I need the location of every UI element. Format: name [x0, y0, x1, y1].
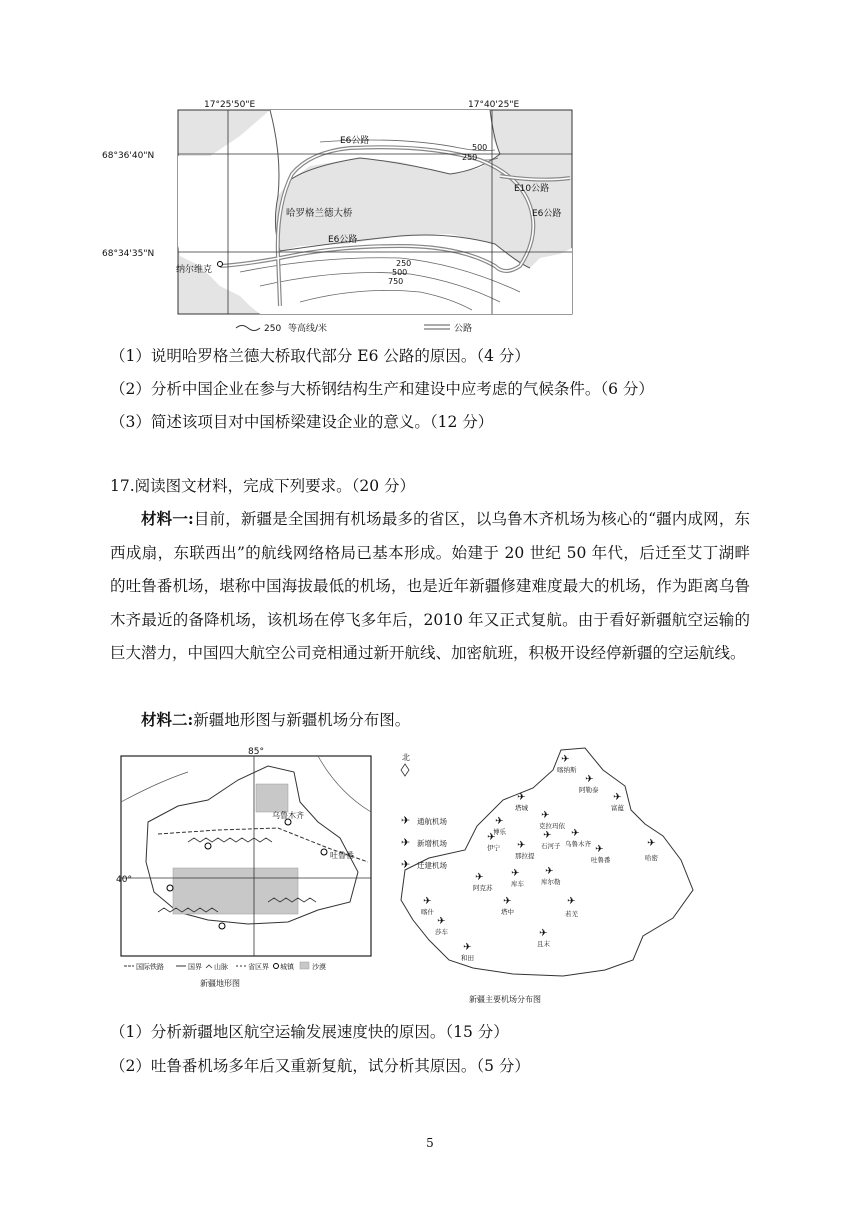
- q16-sub1: （1）说明哈罗格兰德大桥取代部分 E6 公路的原因。（4 分）: [110, 347, 530, 365]
- svg-text:喀什: 喀什: [421, 908, 434, 916]
- svg-text:克拉玛依: 克拉玛依: [539, 822, 565, 830]
- svg-text:✈: ✈: [511, 868, 520, 879]
- legend-rail: 国际铁路: [136, 963, 164, 971]
- lon-left-label: 17°25'50"E: [204, 100, 256, 110]
- svg-text:富蕴: 富蕴: [611, 804, 624, 812]
- svg-text:乌鲁木齐: 乌鲁木齐: [565, 840, 591, 848]
- svg-text:石河子: 石河子: [541, 842, 561, 850]
- airport-map-caption: 新疆主要机场分布图: [469, 995, 541, 1004]
- svg-text:✈: ✈: [423, 896, 432, 907]
- legend-new: 新增机场: [417, 839, 447, 848]
- north-arrow-icon: [401, 764, 409, 776]
- svg-text:莎车: 莎车: [435, 928, 448, 936]
- svg-text:✈: ✈: [543, 830, 552, 841]
- svg-text:塔中: 塔中: [501, 908, 514, 916]
- svg-text:✈: ✈: [487, 832, 496, 843]
- e6-top-label: E6公路: [340, 136, 370, 146]
- svg-text:✈: ✈: [475, 872, 484, 883]
- contour-250-bot: 250: [396, 259, 412, 268]
- svg-text:伊宁: 伊宁: [487, 844, 500, 852]
- material-one-label: 材料一:: [141, 509, 194, 528]
- svg-text:✈: ✈: [517, 840, 526, 851]
- gurbantunggut-desert: [256, 784, 288, 812]
- material-two: [110, 703, 750, 738]
- lat-40-label: 40°: [116, 875, 132, 885]
- material-one-text: 目前，新疆是全国拥有机场最多的省区，以乌鲁木齐机场为核心的“疆内成网，东西成扇，东联西出”的航线网络格局已基本形成。始建于 20 世纪 50 年代，后迁至艾丁湖畔的吐鲁番机场，堪称中国海拔最低的机场，也是近年新疆修建难度最大的机场，作为距离乌鲁木齐最近的备降机场，该机场在停飞多年后，2010 年又正式复航。由于看好新疆航空运输的巨大潜力，中国四大航空公司竞相通过新开航线、加密航班，积极开设经停新疆的空运航线。: [110, 510, 750, 662]
- airport-relocated-icon: ✈: [401, 858, 411, 871]
- xinjiang-terrain-map: [118, 742, 376, 992]
- q17-sub1: （1）分析新疆地区航空运输发展速度快的原因。（15 分）: [110, 1023, 509, 1041]
- svg-text:那拉提: 那拉提: [515, 852, 535, 860]
- e6-mid-label: E6公路: [328, 235, 358, 245]
- svg-text:阿勒泰: 阿勒泰: [579, 786, 599, 794]
- contour-legend-symbol: [236, 326, 260, 331]
- legend-road-text: 公路: [454, 324, 473, 334]
- svg-text:哈密: 哈密: [645, 854, 658, 862]
- xinjiang-airport-map: [393, 740, 699, 1006]
- svg-text:阿克苏: 阿克苏: [473, 884, 493, 892]
- svg-text:北: 北: [402, 753, 410, 762]
- lat-top-label: 68°36'40"N: [102, 151, 155, 161]
- material-two-text: 新疆地形图与新疆机场分布图。: [193, 711, 411, 729]
- legend-city: 城镇: [280, 963, 294, 971]
- svg-text:✈: ✈: [495, 816, 504, 827]
- contour-250-top: 250: [462, 153, 478, 162]
- svg-text:✈: ✈: [647, 838, 656, 849]
- airport-open-icon: ✈: [401, 814, 411, 827]
- q17-sub2: （2）吐鲁番机场多年后又重新复航，试分析其原因。（5 分）: [110, 1057, 530, 1075]
- svg-text:✈: ✈: [541, 810, 550, 821]
- legend-open: 通航机场: [417, 817, 447, 826]
- svg-text:✈: ✈: [545, 866, 554, 877]
- svg-text:✈: ✈: [463, 942, 472, 953]
- urumqi-label: 乌鲁木齐: [272, 811, 304, 820]
- e10-label: E10公路: [514, 184, 550, 194]
- q16-sub3: （3）简述该项目对中国桥梁建设企业的意义。（12 分）: [110, 413, 494, 431]
- legend-province: 省区界: [248, 963, 269, 971]
- airport-new-icon: ✈: [401, 836, 411, 849]
- svg-text:和田: 和田: [461, 954, 474, 962]
- legend-contour-text: 等高线/米: [288, 324, 328, 334]
- svg-text:✈: ✈: [595, 844, 604, 855]
- svg-text:若羌: 若羌: [565, 910, 578, 918]
- lat-bottom-label: 68°34'35"N: [102, 249, 155, 259]
- e6-right-label: E6公路: [532, 209, 562, 219]
- svg-text:✈: ✈: [503, 896, 512, 907]
- q16-sub2: （2）分析中国企业在参与大桥钢结构生产和建设中应考虑的气候条件。（6 分）: [110, 380, 654, 398]
- svg-text:吐鲁番: 吐鲁番: [591, 856, 611, 864]
- narvik-label: 纳尔维克: [176, 265, 213, 275]
- legend-mountain: 山脉: [214, 963, 228, 971]
- svg-text:博乐: 博乐: [493, 828, 506, 836]
- contour-500-bot: 500: [392, 268, 408, 277]
- svg-text:✈: ✈: [561, 754, 570, 765]
- contour-500-top: 500: [472, 143, 488, 152]
- material-one: [110, 502, 750, 671]
- terrain-map-caption: 新疆地形图: [200, 979, 240, 988]
- svg-text:塔城: 塔城: [515, 804, 528, 812]
- svg-text:喀纳斯: 喀纳斯: [557, 766, 577, 774]
- harolgaland-bridge-map: [100, 96, 580, 336]
- contour-750-bot: 750: [388, 277, 404, 286]
- legend-desert: 沙漠: [312, 963, 326, 971]
- svg-text:✈: ✈: [571, 828, 580, 839]
- lon-right-label: 17°40'25"E: [468, 100, 520, 110]
- svg-text:库车: 库车: [511, 880, 524, 888]
- q17-title: 17.阅读图文材料，完成下列要求。（20 分）: [110, 477, 416, 495]
- bridge-label: 哈罗格兰德大桥: [286, 208, 353, 219]
- material-two-label: 材料二:: [141, 710, 194, 729]
- svg-text:✈: ✈: [437, 916, 446, 927]
- legend-building: 迁建机场: [417, 861, 447, 870]
- svg-text:✈: ✈: [567, 896, 576, 907]
- svg-text:✈: ✈: [613, 792, 622, 803]
- page-number: 5: [426, 1136, 434, 1150]
- svg-text:✈: ✈: [539, 928, 548, 939]
- svg-text:✈: ✈: [517, 792, 526, 803]
- svg-text:✈: ✈: [585, 774, 594, 785]
- legend-border: 国界: [188, 963, 202, 971]
- svg-text:且末: 且末: [537, 940, 550, 948]
- svg-text:库尔勒: 库尔勒: [541, 878, 561, 886]
- taklimakan-desert: [173, 868, 298, 914]
- lon-85-label: 85°: [248, 747, 264, 757]
- turpan-label: 吐鲁番: [330, 851, 354, 860]
- legend-contour-value: 250: [264, 324, 282, 334]
